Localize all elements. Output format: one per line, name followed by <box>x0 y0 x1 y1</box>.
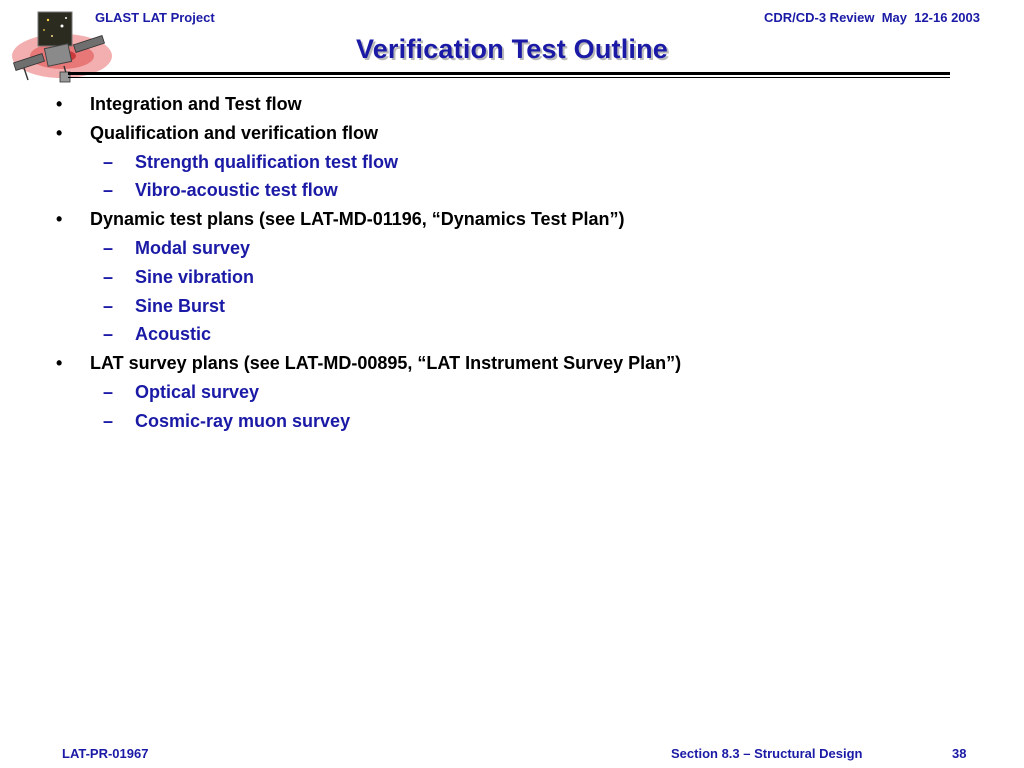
outline-bullet-item <box>0 349 1024 378</box>
outline-item-text: Qualification and verification flow <box>90 122 379 143</box>
footer-doc-number: LAT-PR-01967 <box>62 746 149 761</box>
dash-marker: – <box>103 180 114 201</box>
outline-sub-item <box>0 148 1024 177</box>
review-info: CDR/CD-3 Review May 12-16 2003 <box>763 10 980 25</box>
outline-sub-item <box>0 292 1024 321</box>
outline-item-text: Sine Burst <box>135 295 226 316</box>
outline-item-text: Modal survey <box>135 237 251 258</box>
outline-sub-item <box>0 378 1024 407</box>
outline-sub-item <box>0 234 1024 263</box>
outline-item-text: Strength qualification test flow <box>135 151 399 172</box>
outline-sub-item <box>0 407 1024 436</box>
outline-sub-item <box>0 320 1024 349</box>
dash-marker: – <box>103 151 114 172</box>
outline-sub-item <box>0 263 1024 292</box>
outline-item-text: Vibro-acoustic test flow <box>135 180 338 201</box>
bullet-marker: • <box>56 209 63 230</box>
dash-marker: – <box>103 237 114 258</box>
dash-marker: – <box>103 381 114 402</box>
outline-item-text: Sine vibration <box>135 266 255 287</box>
outline-bullet-item <box>0 119 1024 148</box>
outline-item-text: Optical survey <box>135 381 260 402</box>
title-rule-thin <box>68 77 950 78</box>
footer-page-number: 38 <box>952 746 967 761</box>
outline-item-text: Acoustic <box>135 324 212 345</box>
project-name: GLAST LAT Project <box>95 10 215 25</box>
dash-marker: – <box>103 266 114 287</box>
outline-sub-item <box>0 176 1024 205</box>
slide-title: Verification Test Outline <box>355 34 669 64</box>
dash-marker: – <box>103 295 114 316</box>
outline-item-text: Integration and Test flow <box>90 94 302 114</box>
outline-list <box>0 90 1024 436</box>
bullet-marker: • <box>56 122 63 143</box>
outline-item-text: Dynamic test plans (see LAT-MD-01196, “Dynamics Test Plan”) <box>90 209 625 230</box>
outline-item-text: LAT survey plans (see LAT-MD-00895, “LAT Instrument Survey Plan”) <box>90 353 682 374</box>
title-rule-thick <box>68 72 950 75</box>
dash-marker: – <box>103 410 114 431</box>
outline-bullet-item <box>0 205 1024 234</box>
outline-bullet-item <box>0 90 1024 119</box>
footer-section: Section 8.3 – Structural Design <box>671 746 863 761</box>
bullet-marker: • <box>56 94 63 114</box>
bullet-marker: • <box>56 353 63 374</box>
dash-marker: – <box>103 324 114 345</box>
outline-item-text: Cosmic-ray muon survey <box>135 410 351 431</box>
